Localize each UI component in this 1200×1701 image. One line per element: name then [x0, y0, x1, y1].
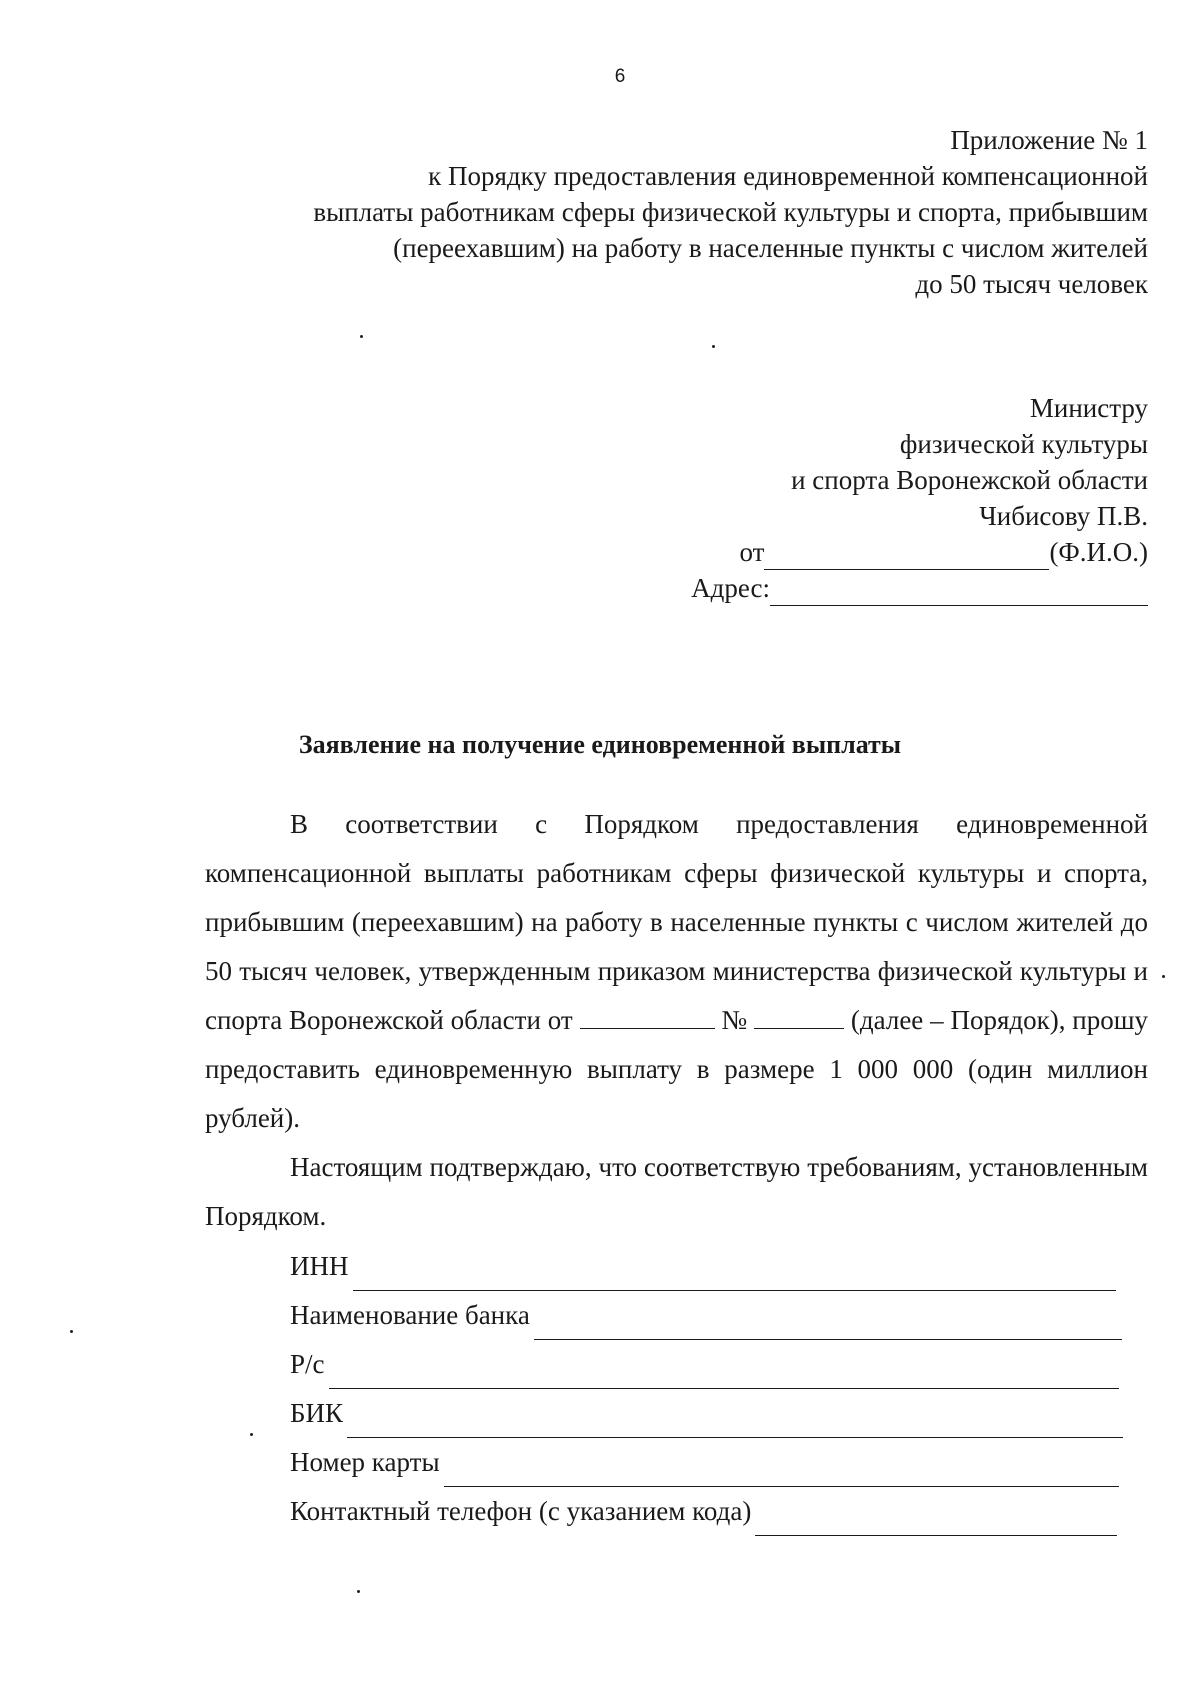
- paragraph-text: (далее – Порядок), прошу предоставить единовременную выплату в размере 1 000 000 (один миллион рублей).: [205, 1005, 1149, 1133]
- annex-line: до 50 тысяч человек: [915, 269, 1148, 299]
- scan-speck: [1162, 975, 1165, 978]
- paragraph-text: В соответствии с Порядком предоставления единовременной компенсационной выплаты работникам сферы физической культуры и спорта, прибывшим (переехавшим) на работу в населенные пункты с числом жителей до 50 тысяч человек, утвержденным приказом министерства физической культуры и спорта Воронежской области от: [205, 809, 1148, 1035]
- document-title: Заявление на получение единовременной выплаты: [298, 730, 902, 759]
- from-prefix: от: [739, 537, 765, 567]
- card-number-row: [290, 1438, 1119, 1487]
- document-body: [205, 800, 1148, 1241]
- inn-label: ИНН: [290, 1251, 349, 1281]
- from-suffix: (Ф.И.О.): [1049, 537, 1148, 567]
- bank-name-row: [290, 1291, 1122, 1340]
- address-row: [548, 570, 1148, 606]
- address-label: Адрес:: [691, 573, 770, 603]
- paragraph-confirmation: [205, 1143, 1148, 1241]
- inn-field[interactable]: [353, 1262, 1117, 1291]
- card-number-label: Номер карты: [290, 1447, 440, 1477]
- bank-name-field[interactable]: [534, 1311, 1122, 1340]
- order-number-field[interactable]: [754, 1004, 844, 1029]
- annex-title: Приложение № 1: [950, 125, 1148, 155]
- paragraph-text: Настоящим подтверждаю, что соответствую требованиям, установленным Порядком.: [205, 1152, 1148, 1231]
- inn-row: [290, 1242, 1116, 1291]
- paragraph-main: [205, 800, 1148, 1143]
- phone-row: [290, 1487, 1117, 1536]
- bik-row: [290, 1389, 1123, 1438]
- scan-speck: [712, 345, 715, 348]
- addressee-line: физической культуры: [899, 429, 1148, 459]
- annex-header: [248, 122, 1148, 302]
- from-row: [548, 534, 1148, 570]
- scan-speck: [357, 1590, 360, 1593]
- bank-details: [290, 1242, 1130, 1536]
- annex-line: к Порядку предоставления единовременной компенсационной: [428, 161, 1148, 191]
- annex-line: (переехавшим) на работу в населенные пункты с числом жителей: [393, 233, 1148, 263]
- account-label: Р/с: [290, 1349, 325, 1379]
- annex-line: выплаты работникам сферы физической культуры и спорта, прибывшим: [313, 197, 1148, 227]
- account-field[interactable]: [329, 1360, 1119, 1389]
- addressee-line: Министру: [1029, 393, 1148, 423]
- number-sign: №: [721, 1005, 748, 1035]
- page-number: 6: [614, 66, 626, 87]
- phone-label: Контактный телефон (с указанием кода): [290, 1496, 752, 1526]
- addressee-line: Чибисову П.В.: [979, 501, 1148, 531]
- phone-field[interactable]: [755, 1507, 1117, 1536]
- scan-speck: [250, 1433, 253, 1436]
- address-field[interactable]: [770, 579, 1148, 606]
- scan-speck: [70, 1330, 73, 1333]
- bik-field[interactable]: [347, 1409, 1123, 1438]
- bank-name-label: Наименование банка: [290, 1300, 530, 1330]
- from-name-field[interactable]: [764, 543, 1049, 570]
- order-date-field[interactable]: [580, 1004, 715, 1029]
- addressee-line: и спорта Воронежской области: [791, 465, 1148, 495]
- addressee-block: [548, 390, 1148, 606]
- bik-label: БИК: [290, 1398, 344, 1428]
- scan-speck: [360, 335, 363, 338]
- card-number-field[interactable]: [444, 1458, 1119, 1487]
- account-row: [290, 1340, 1119, 1389]
